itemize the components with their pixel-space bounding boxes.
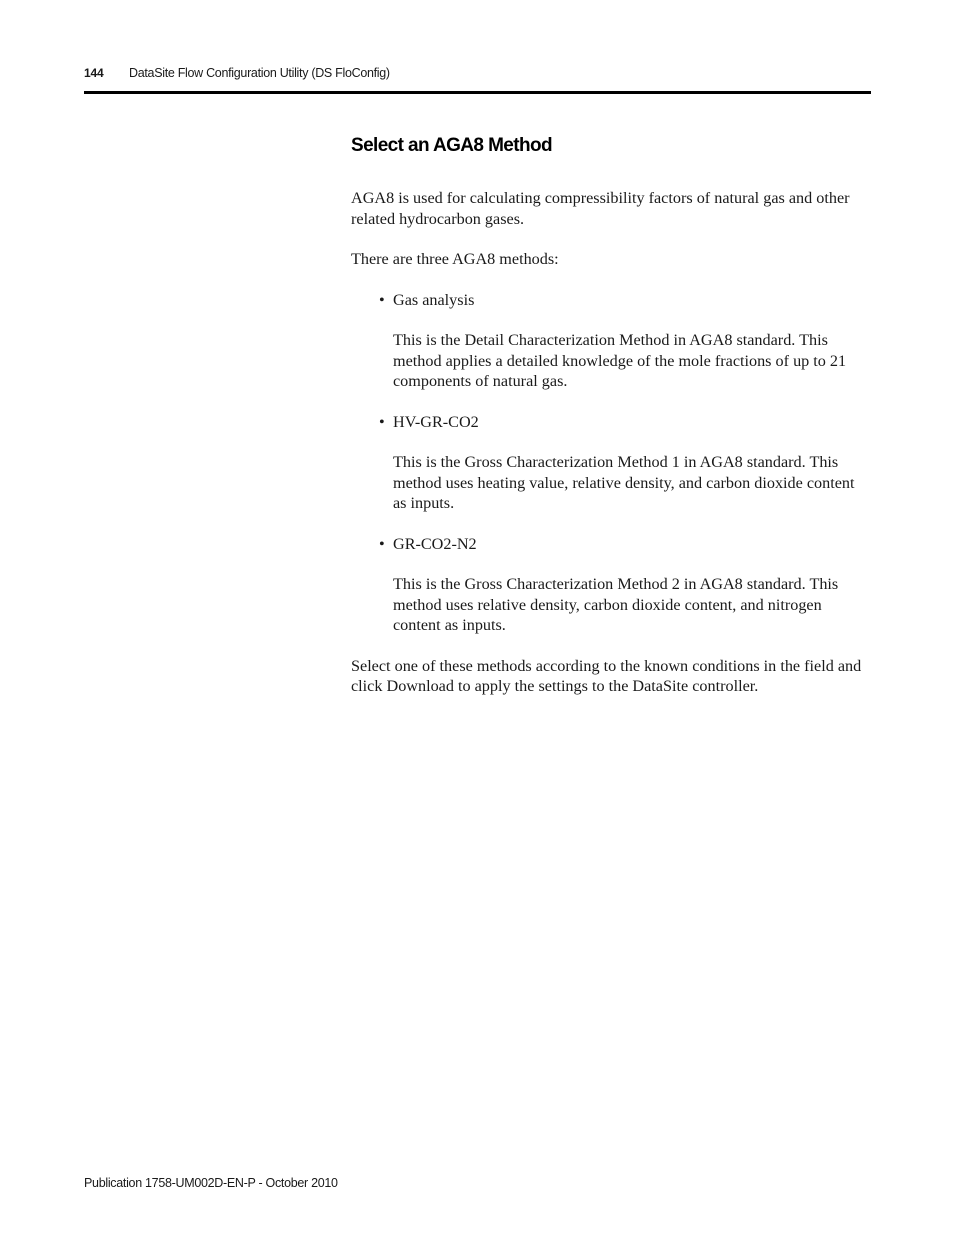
- method-list: [351, 290, 871, 636]
- method-name: [379, 290, 871, 311]
- method-item-hv-gr-co2: [351, 412, 871, 514]
- methods-lead-paragraph: There are three AGA8 methods:: [351, 250, 559, 268]
- running-title: DataSite Flow Configuration Utility (DS FloConfig): [129, 66, 390, 80]
- method-description: This is the Gross Characterization Method 2 in AGA8 standard. This method uses relative density, carbon dioxide content, and nitrogen content as inputs.: [393, 575, 839, 634]
- method-description: This is the Gross Characterization Method 1 in AGA8 standard. This method uses heating value, relative density, and carbon dioxide content as inputs.: [393, 453, 855, 512]
- method-item-gr-co2-n2: [351, 534, 871, 636]
- method-name-text: GR-CO2-N2: [393, 534, 477, 553]
- page-header: [84, 64, 871, 94]
- method-item-gas-analysis: [351, 290, 871, 392]
- section-title: Select an AGA8 Method: [351, 135, 553, 156]
- page-number: 144: [84, 66, 104, 80]
- bullet-icon: •: [379, 290, 385, 309]
- bullet-icon: •: [379, 534, 385, 553]
- method-name: [379, 534, 871, 555]
- method-name: [379, 412, 871, 433]
- bullet-icon: •: [379, 412, 385, 431]
- page-footer: Publication 1758-UM002D-EN-P - October 2010: [84, 1176, 338, 1190]
- method-name-text: HV-GR-CO2: [393, 412, 479, 431]
- intro-paragraph: AGA8 is used for calculating compressibility factors of natural gas and other related hydrocarbon gases.: [351, 189, 850, 228]
- method-name-text: Gas analysis: [393, 290, 475, 309]
- method-description: This is the Detail Characterization Method in AGA8 standard. This method applies a detailed knowledge of the mole fractions of up to 21 components of natural gas.: [393, 331, 847, 390]
- closing-paragraph: Select one of these methods according to the known conditions in the field and click Download to apply the settings to the DataSite controller.: [351, 656, 862, 695]
- main-content: [351, 134, 871, 717]
